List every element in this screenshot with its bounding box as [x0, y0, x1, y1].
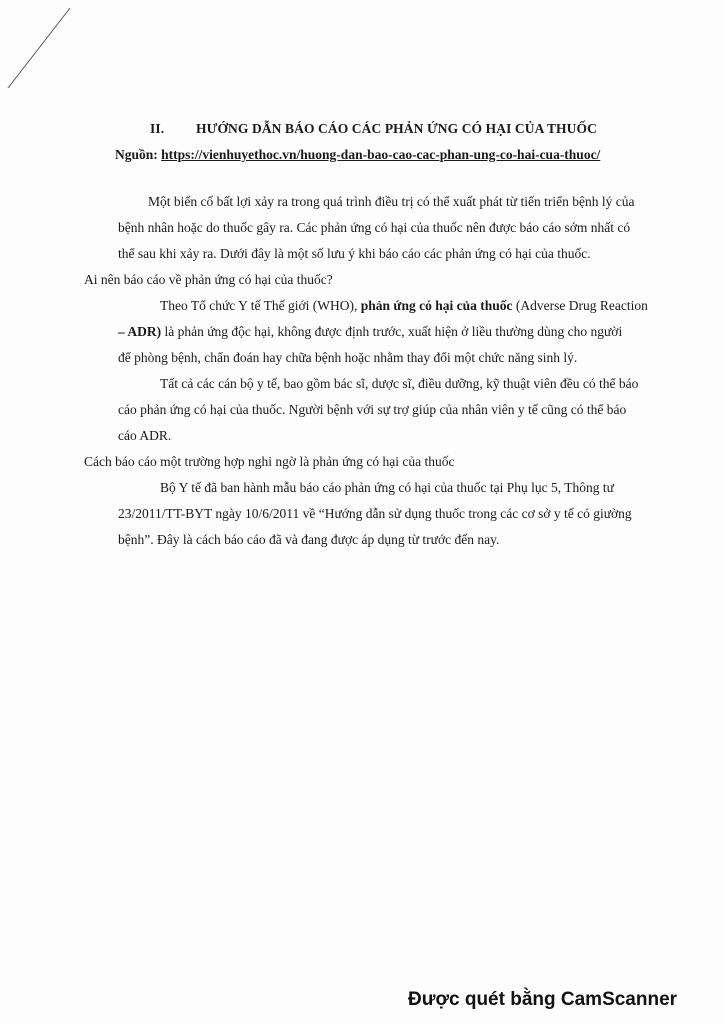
paragraph-4-line-2: 23/2011/TT-BYT ngày 10/6/2011 về “Hướng dẫn sử dụng thuốc trong các cơ sở y tế có giường [118, 506, 632, 521]
p2-text-line2: là phản ứng độc hại, không được định trước, xuất hiện ở liều thường dùng cho người [161, 324, 623, 339]
paragraph-2-line-3: để phòng bệnh, chẩn đoán hay chữa bệnh hoặc nhằm thay đổi một chức năng sinh lý. [118, 350, 578, 365]
paragraph-4-line-3: bệnh”. Đây là cách báo cáo đã và đang được áp dụng từ trước đến nay. [118, 532, 500, 547]
paragraph-2-line-1 [160, 297, 648, 315]
question-how-to-report: Cách báo cáo một trường hợp nghi ngờ là phản ứng có hại của thuốc [84, 454, 455, 469]
p2-bold-adr: – ADR) [118, 324, 162, 339]
camscanner-watermark: Được quét bằng CamScanner [408, 989, 678, 1010]
paragraph-1-line-3: thể sau khi xảy ra. Dưới đây là một số lưu ý khi báo cáo các phản ứng có hại của thuốc. [118, 246, 591, 261]
paragraph-4-line-1: Bộ Y tế đã ban hành mẫu báo cáo phản ứng có hại của thuốc tại Phụ lục 5, Thông tư [160, 480, 614, 495]
paragraph-2-line-2 [118, 323, 622, 341]
paragraph-1-line-1: Một biến cố bất lợi xảy ra trong quá trình điều trị có thể xuất phát từ tiến triển bệnh lý của [148, 194, 635, 209]
paragraph-3-line-3: cáo ADR. [118, 428, 172, 443]
paragraph-1-line-2: bệnh nhân hoặc do thuốc gây ra. Các phản ứng có hại của thuốc nên được báo cáo sớm nhất có [118, 220, 631, 235]
question-who-reports: Ai nên báo cáo về phản ứng có hại của thuốc? [84, 272, 333, 287]
p2-text-c: (Adverse Drug Reaction [512, 298, 648, 313]
section-number: II. [150, 121, 165, 136]
source-line [115, 147, 600, 163]
pen-stroke-mark [0, 0, 80, 100]
paragraph-3-line-2: cáo phản ứng có hại của thuốc. Người bệnh với sự trợ giúp của nhân viên y tế cũng có thể báo [118, 402, 627, 417]
section-title: HƯỚNG DẪN BÁO CÁO CÁC PHẢN ỨNG CÓ HẠI CỦA THUỐC [196, 121, 597, 136]
source-label: Nguồn: [115, 147, 158, 162]
p2-bold-term: phản ứng có hại của thuốc [360, 298, 513, 313]
p2-text-a: Theo Tổ chức Y tế Thế giới (WHO), [160, 298, 361, 313]
source-link[interactable]: https://vienhuyethoc.vn/huong-dan-bao-cao-cac-phan-ung-co-hai-cua-thuoc/ [161, 147, 601, 162]
section-heading [150, 121, 597, 137]
paragraph-3-line-1: Tất cả các cán bộ y tế, bao gồm bác sĩ, dược sĩ, điều dưỡng, kỹ thuật viên đều có thể báo [160, 376, 639, 391]
